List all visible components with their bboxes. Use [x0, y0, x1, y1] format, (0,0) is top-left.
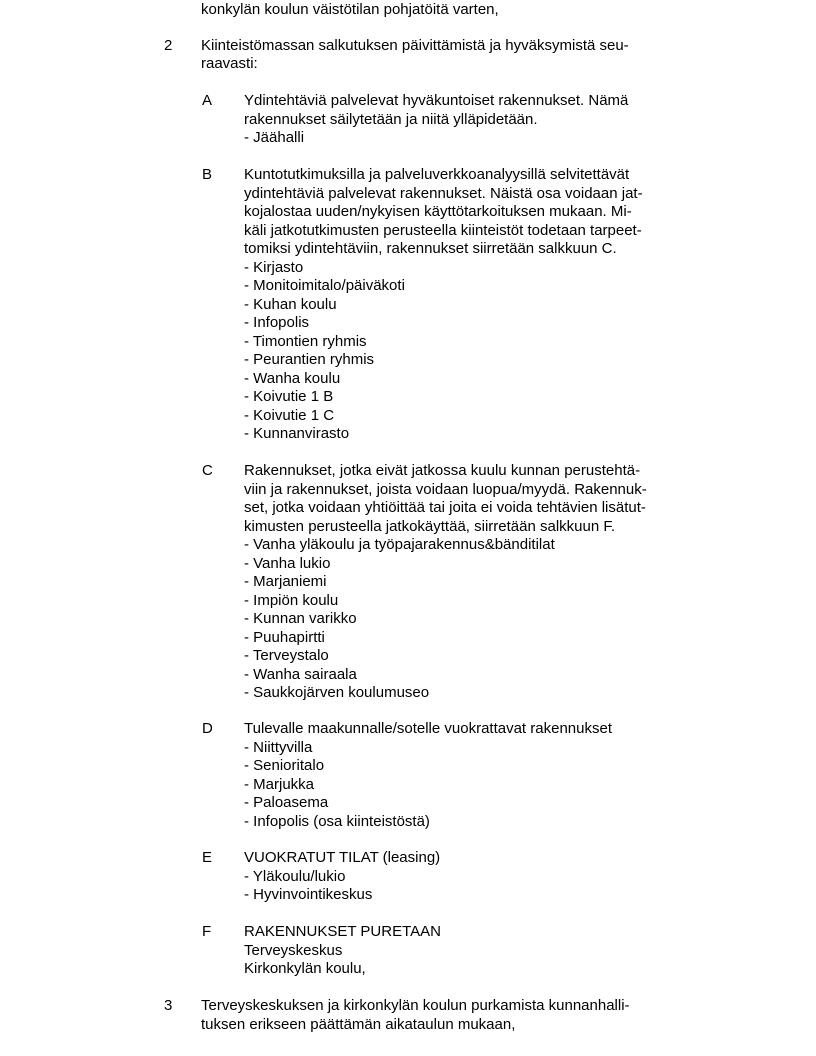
group-c-text-line: viin ja rakennukset, joista voidaan luopua/myydä. Rakennuk- [244, 480, 647, 498]
item-number-2: 2 [164, 37, 173, 54]
group-e-text-line: VUOKRATUT TILAT (leasing) [244, 849, 441, 866]
group-b-list-item: - Monitoimitalo/päiväkoti [244, 277, 405, 294]
group-e-list-item: - Hyvinvointikeskus [244, 886, 373, 903]
group-b-list-item: - Peurantien ryhmis [244, 351, 375, 368]
group-c-list-item: - Vanha yläkoulu ja työpajarakennus&bänditilat [244, 536, 555, 553]
group-b-list-item: - Kuhan koulu [244, 295, 337, 313]
group-d-list-item: - Marjukka [244, 775, 315, 793]
group-d-list-item: - Senioritalo [244, 757, 325, 774]
group-d-list-item: - Infopolis (osa kiinteistöstä) [244, 812, 430, 830]
group-b-list-item: - Koivutie 1 C [244, 406, 335, 424]
group-c-list-item: - Kunnan varikko [244, 610, 357, 627]
group-e-list-item: - Yläkoulu/lukio [244, 867, 346, 885]
group-b-list-item: - Kirjasto [244, 258, 304, 276]
group-b-text-line: käli jatkotutkimusten perusteella kiinteistöt todetaan tarpeet- [244, 221, 642, 239]
group-c-text-line: kimusten perusteella jatkokäyttää, siirretään salkkuun F. [244, 517, 616, 535]
group-letter-f: F [202, 923, 212, 940]
group-d-list-item: - Paloasema [244, 794, 329, 811]
group-c-list-item: - Terveystalo [244, 647, 329, 664]
group-b-text-line: tomiksi ydintehtäviin, rakennukset siirretään salkkuun C. [244, 240, 617, 257]
group-c-list-item: - Wanha sairaala [244, 665, 357, 683]
group-b-text-line: kojalostaa uuden/nykyisen käyttötarkoituksen mukaan. Mi- [244, 203, 632, 220]
group-b-text-line: Kuntotutkimuksilla ja palveluverkkoanalyysillä selvitettävät [244, 166, 630, 183]
group-c-list-item: - Saukkojärven koulumuseo [244, 684, 430, 701]
group-c-list-item: - Puuhapirtti [244, 628, 325, 646]
group-b-list-item: - Wanha koulu [244, 369, 341, 387]
group-b-text-line: ydintehtäviä palvelevat rakennukset. Näistä osa voidaan jat- [244, 184, 643, 202]
group-c-list-item: - Impiön koulu [244, 591, 339, 609]
item2-line: raavasti: [201, 55, 258, 72]
group-f-list-item: Terveyskeskus [244, 941, 343, 959]
group-letter-c: C [202, 462, 213, 479]
group-letter-a: A [202, 92, 213, 109]
group-c-text-line: Rakennukset, jotka eivät jatkossa kuulu kunnan perustehtä- [244, 462, 641, 479]
group-a-list-item: - Jäähalli [244, 129, 305, 146]
group-letter-d: D [202, 720, 213, 737]
item3-line: Terveyskeskuksen ja kirkonkylän koulun purkamista kunnanhalli- [201, 997, 630, 1014]
group-b-list-item: - Kunnanvirasto [244, 425, 350, 442]
item2-line: Kiinteistömassan salkutuksen päivittämistä ja hyväksymistä seu- [201, 37, 629, 54]
group-f-list-item: Kirkonkylän koulu, [244, 960, 366, 977]
group-d-list-item: - Niittyvilla [244, 738, 313, 756]
group-b-list-item: - Koivutie 1 B [244, 388, 334, 405]
item3-line: tuksen erikseen päättämän aikataulun mukaan, [201, 1015, 516, 1033]
group-letter-e: E [202, 849, 213, 866]
group-c-text-line: set, jotka voidaan yhtiöittää tai joita ei voida tehtävien lisätut- [244, 499, 646, 516]
group-d-text-line: Tulevalle maakunnalle/sotelle vuokrattavat rakennukset [244, 720, 612, 737]
group-f-text-line: RAKENNUKSET PURETAAN [244, 923, 441, 940]
intro-line: konkylän koulun väistötilan pohjatöitä varten, [201, 1, 499, 18]
group-c-list-item: - Vanha lukio [244, 554, 331, 572]
group-letter-b: B [202, 166, 213, 183]
group-a-text-line: rakennukset säilytetään ja niitä ylläpidetään. [244, 110, 538, 128]
group-b-list-item: - Timontien ryhmis [244, 332, 367, 350]
group-c-list-item: - Marjaniemi [244, 573, 327, 590]
group-b-list-item: - Infopolis [244, 314, 310, 331]
group-a-text-line: Ydintehtäviä palvelevat hyväkuntoiset rakennukset. Nämä [244, 92, 629, 109]
item-number-3: 3 [164, 997, 173, 1014]
